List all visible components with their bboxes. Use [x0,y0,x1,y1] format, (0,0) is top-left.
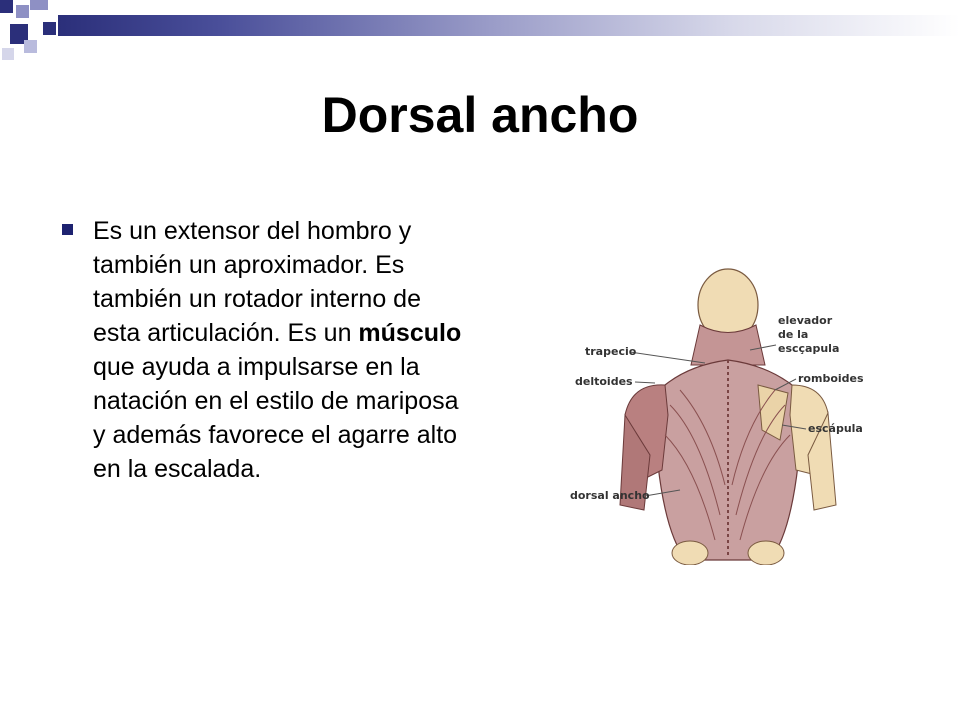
header-gradient-bar [58,15,960,36]
deco-square [24,40,37,53]
bullet-text [93,214,473,486]
label-elevador-1: elevador [778,314,833,327]
bullet-item [62,214,472,486]
bullet-square-icon [62,224,73,235]
header-decoration [0,0,960,60]
anatomy-figure [570,265,870,565]
deco-square [0,0,13,13]
deco-square [2,48,14,60]
deco-square [43,22,56,35]
back-muscles-illustration [570,265,870,565]
slide-title: Dorsal ancho [321,87,639,143]
bullet-text-part2: que ayuda a impulsarse en la natación en el estilo de mariposa y además favorece el agarre alto en la escalada. [93,353,459,483]
label-romboides: romboides [798,372,864,385]
label-elevador-3: escçapula [778,342,840,355]
bullet-text-part1: Es un extensor del hombro y también un aproximador. Es también un rotador interno de esta articulación. Es un [93,217,421,347]
deco-square [30,0,48,10]
label-dorsal-ancho: dorsal ancho [570,489,650,502]
bullet-text-bold: músculo [358,319,462,347]
label-escapula: escápula [808,422,863,435]
label-trapecio: trapecio [585,345,637,358]
label-elevador-2: de la [778,328,809,341]
deco-square [16,5,29,18]
label-deltoides: deltoides [575,375,633,388]
